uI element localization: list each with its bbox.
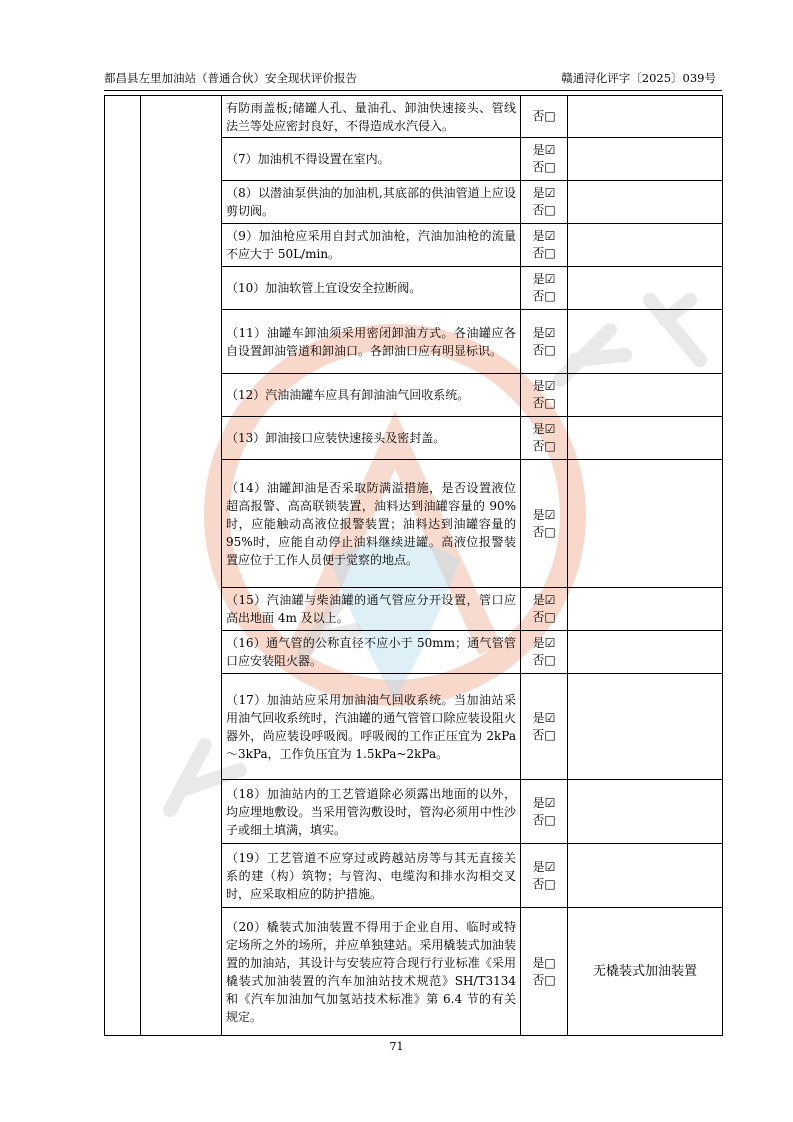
check-option: 否□ [532, 524, 556, 539]
check-content: （9）加油枪应采用自封式加油枪，汽油加油枪的流量不应大于 50L/min。 [222, 224, 521, 267]
check-content: （17）加油站应采用加油油气回收系统。当加油站采用油气回收系统时，汽油罐的通气管管口除应装设阻火器外，尚应装设呼吸阀。呼吸阀的工作正压宜为 2kPa～3kPa，工作负压宜为 1.5kPa~2kPa。 [222, 674, 521, 780]
check-result [521, 417, 568, 460]
check-result [521, 96, 568, 138]
check-content: （7）加油机不得设置在室内。 [222, 138, 521, 181]
remark-cell [568, 588, 723, 631]
check-content: （16）通气管的公称直径不应小于 50mm；通气管管口应安装阻火器。 [222, 631, 521, 674]
check-option: 是☑ [532, 186, 556, 200]
check-result [521, 181, 568, 224]
check-option: 否□ [532, 727, 556, 742]
category-cell [105, 96, 141, 1036]
check-content: （13）卸油接口应装快速接头及密封盖。 [222, 417, 521, 460]
table-row [105, 96, 723, 138]
check-option: 是☑ [532, 859, 556, 874]
remark-cell [568, 267, 723, 310]
check-option: 否□ [532, 972, 556, 987]
check-content: （15）汽油罐与柴油罐的通气管应分开设置，管口应高出地面 4m 及以上。 [222, 588, 521, 631]
check-result [521, 138, 568, 181]
check-option: 否□ [532, 610, 556, 624]
check-content: （10）加油软管上宜设安全拉断阀。 [222, 267, 521, 310]
check-option: 否□ [532, 160, 556, 174]
check-result [521, 908, 568, 1036]
report-number: 赣通浔化评字〔2025〕039号 [561, 71, 716, 85]
check-option: 是☑ [532, 325, 556, 340]
check-option: 是☑ [532, 422, 556, 436]
check-option: 否□ [532, 246, 556, 260]
check-option: 否□ [532, 439, 556, 453]
remark-cell [568, 631, 723, 674]
check-option: 否□ [532, 396, 556, 410]
report-title: 都昌县左里加油站（普通合伙）安全现状评价报告 [104, 71, 357, 85]
check-result [521, 674, 568, 780]
check-content: （19）工艺管道不应穿过或跨越站房等与其无直接关系的建（构）筑物；与管沟、电缆沟和排水沟相交叉时，应采取相应的防护措施。 [222, 844, 521, 908]
check-content: 有防雨盖板;储罐人孔、量油孔、卸油快速接头、管线法兰等处应密封良好，不得造成水汽侵入。 [222, 96, 521, 138]
check-content: （14）油罐卸油是否采取防满溢措施，是否设置液位超高报警、高高联锁装置，油料达到油罐容量的 90%时，应能触动高液位报警装置；油料达到油罐容量的 95%时，应能自动停止油料继续进罐。高液位报警装置应位于工作人员便于觉察的地点。 [222, 460, 521, 588]
remark-cell [568, 96, 723, 138]
remark-cell [568, 138, 723, 181]
check-result [521, 224, 568, 267]
remark-cell [568, 181, 723, 224]
check-content: （12）汽油油罐车应具有卸油油气回收系统。 [222, 374, 521, 417]
check-option: 否□ [532, 653, 556, 667]
remark-cell [568, 844, 723, 908]
header-divider [104, 90, 722, 91]
check-content: （20）橇装式加油装置不得用于企业自用、临时或特定场所之外的场所，并应单独建站。采用橇装式加油装置的加油站，其设计与安装应符合现行行业标准《采用橇装式加油装置的汽车加油站技术规范》SH/T3134 和《汽车加油加气加氢站技术标准》第 6.4 节的有关规定。 [222, 908, 521, 1036]
check-result [521, 844, 568, 908]
remark-cell [568, 310, 723, 374]
checklist-table [104, 95, 723, 1036]
checklist-body [105, 96, 723, 1036]
item-cell [141, 96, 222, 1036]
check-option: 是☑ [532, 379, 556, 393]
remark-cell [568, 374, 723, 417]
remark-cell [568, 674, 723, 780]
remark-cell [568, 780, 723, 844]
check-result [521, 631, 568, 674]
check-option: 否□ [532, 203, 556, 217]
remark-cell [568, 224, 723, 267]
check-option: 否□ [532, 289, 556, 303]
remark-cell: 无橇装式加油装置 [568, 908, 723, 1036]
page-number: 71 [389, 1040, 404, 1053]
check-option: 是☑ [532, 507, 556, 522]
check-option: 否□ [532, 342, 556, 357]
check-result [521, 310, 568, 374]
check-option: 否□ [532, 109, 556, 123]
check-option: 是☑ [532, 636, 556, 650]
check-content: （11）油罐车卸油须采用密闭卸油方式。各油罐应各自设置卸油管道和卸油口。各卸油口应有明显标识。 [222, 310, 521, 374]
check-result [521, 588, 568, 631]
check-option: 是☑ [532, 229, 556, 243]
check-result [521, 460, 568, 588]
check-option: 是☑ [532, 593, 556, 607]
check-option: 是☑ [532, 272, 556, 286]
remark-cell [568, 460, 723, 588]
check-option: 是☑ [532, 710, 556, 725]
check-option: 是☑ [532, 143, 556, 157]
remark-cell [568, 417, 723, 460]
check-result [521, 780, 568, 844]
check-content: （18）加油站内的工艺管道除必须露出地面的以外，均应埋地敷设。当采用管沟敷设时，管沟必须用中性沙子或细土填满，填实。 [222, 780, 521, 844]
check-result [521, 267, 568, 310]
check-result [521, 374, 568, 417]
check-option: 否□ [532, 876, 556, 891]
check-option: 否□ [532, 812, 556, 827]
check-option: 是☑ [532, 795, 556, 810]
check-content: （8）以潜油泵供油的加油机,其底部的供油管道上应设剪切阀。 [222, 181, 521, 224]
check-option: 是□ [532, 955, 556, 970]
